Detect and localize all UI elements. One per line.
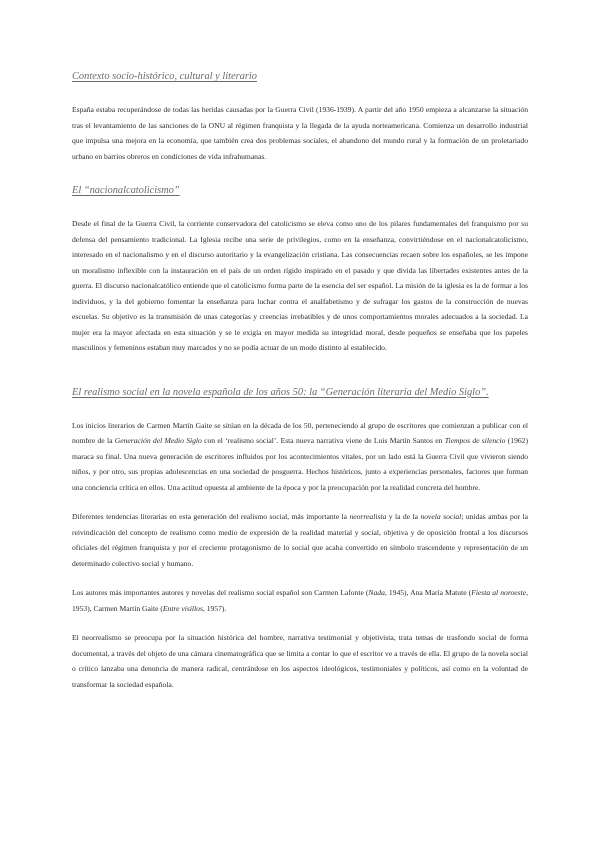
italic-title: Tiempos de silencio	[444, 436, 506, 445]
paragraph-neorrealismo: El neorrealismo se preocupa por la situación histórica del hombre, narrativa testimonial y objetivista, trata temas de trasfondo social de forma documental, a través del objeto de una cámara cinematográfica que se limita a contar lo que el escritor ve a través de ella. El grupo de la novela social o crítico lanzaba una denuncia de manera radical, centrándose en los aspectos ideológicos, testimoniales y políticos, así como en la voluntad de transformar la sociedad española.	[72, 633, 528, 689]
italic-title: Entre visillos	[162, 603, 203, 613]
paragraph-inicios-literarios: Los inicios literarios de Carmen Martín Gaite se sitúan en la década de los 50, perteneciendo al grupo de escritores que comienzan a publicar con el nombre de la Generación del Medio Siglo con el ‘realismo social’. Esta nueva narrativa viene de Luis Martín Santos en Tiempos de silencio (1962) maraca su final. Una nueva generación de escritores influidos por los acontecimientos vitales, por un lado está la Guerra Civil que vivieron siendo niños, y por otro, sus propias adolescencias en una sociedad de posguerra. Hechos históricos, junto a experiencias personales, factores que forman una conciencia crítica en ellos. Una actitud opuesta al ambiente de la época y por la preocupación por la realidad concreta del hombre.	[72, 420, 528, 492]
italic-title: Fiesta al noroeste	[471, 588, 527, 597]
paragraph-tendencias: Diferentes tendencias literarias en esta generación del realismo social, más importante la neorrealista y la de la novela social; unidas ambas por la reivindicación del concepto de realismo como medio de expresión de la realidad material y social, objetiva y de oposición frontal a los discursos oficiales del régimen franquista y por el creciente protagonismo de lo social que acaba convertido en símbolo trascendente y representación de un determinado colectivo social y humano.	[72, 512, 528, 568]
section-heading-realismo-social: El realismo social en la novela española de los años 50: la “Generación literaria del Medio Siglo”.	[72, 386, 489, 398]
section-heading-context: Contexto socio-histórico, cultural y literario	[72, 71, 257, 82]
paragraph-context: España estaba recuperándose de todas las heridas causadas por la Guerra Civil (1936-1939). A partir del año 1950 empieza a alcanzarse la situación tras el levantamiento de las sanciones de la ONU al régimen franquista y la llegada de la ayuda norteamericana. Comienza un desarrollo industrial que impulsa una mejora en la economía, que también crea dos problemas sociales, el abandono del mundo rural y la formación de un proletariado urbano en barrios obreros en condiciones de vida infrahumanas.	[72, 105, 528, 161]
paragraph-autores: Los autores más importantes autores y novelas del realismo social español son Carmen Lafonte (Nada, 1945), Ana María Matute (Fiesta al noroeste, 1953), Carmen Martín Gaite (Entre visillos, 1957).	[72, 588, 528, 613]
italic-title: Nada	[368, 588, 385, 597]
paragraph-nacionalcatolicismo: Desde el final de la Guerra Civil, la corriente conservadora del catolicismo se eleva como uno de los pilares fundamentales del franquismo por su defensa del pensamiento tradicional. La Iglesia recibe una serie de privilegios, como en la enseñanza, convirtiéndose en el nacionalcatolicismo, interesado en el nacionalismo y en el discurso autoritario y la evangelización cristiana. Las consecuencias recaen sobre los españoles, se les impone un moralismo inflexible con la instauración en el país de un orden rígido inspirado en el pasado y que divida las libertades existentes antes de la guerra. El discurso nacionalcatólico entiende que el catolicismo forma parte de la esencia del ser español. La misión de la iglesia es la de formar a los individuos, y la del gobierno fomentar la enseñanza para luchar contra el analfabetismo y de sufragar los gastos de la construcción de nuevas escuelas. Su objetivo es la transmisión de unas categorías y creencias irrebatibles y de unos comportamientos morales adecuados a la sociedad. La mujer era la mayor afectada en esta situación y se le exigía en mayor medida su integridad moral, desde pequeños se enseñaba que los papeles masculinos y femeninos estaban muy marcados y no se podía actuar de un modo distinto al establecido.	[72, 219, 528, 352]
italic-term: novela social	[420, 512, 462, 521]
section-heading-nacionalcatolicismo: El “nacionalcatolicismo”	[72, 185, 180, 196]
italic-title: Generación del Medio Siglo	[114, 436, 202, 445]
italic-term: neorrealista	[349, 512, 387, 521]
